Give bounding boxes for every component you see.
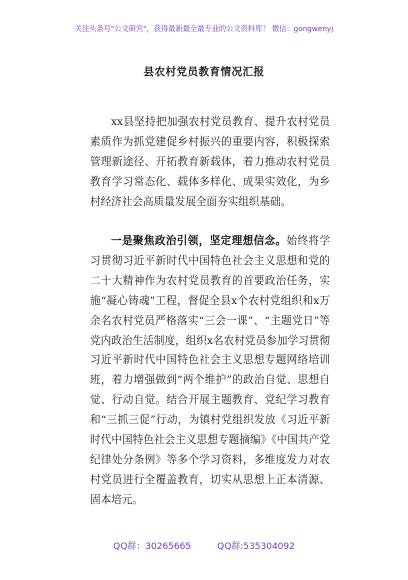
header-banner: 关注头条号"公文研究"，获得最新最全最专业的公文资料库！ 微信：gongwenyj [74, 24, 334, 33]
footer-qq-group-1: QQ群：30265665 [113, 542, 192, 552]
footer-qq-group-2: QQ群:535304092 [217, 542, 295, 552]
body-paragraph-2 [90, 232, 330, 511]
body-paragraph-1: xx县坚持把加强农村党员教育、提升农村党员素质作为抓党建促乡村振兴的重要内容，积极探索管理新途径、开拓教育新载体，着力推动农村党员教育学习常态化、载体多样化、成果实效化，为乡村经济社会高质量发展全面夯实组织基础。 [90, 116, 330, 208]
footer-contacts [0, 539, 408, 552]
document-title: 县农村党员教育情况汇报 [143, 66, 265, 78]
paragraph-lead-heading: 一是聚焦政治引领，坚定理想信念。 [111, 235, 287, 247]
paragraph-2-body: 始终将学习贯彻习近平新时代中国特色社会主义思想和党的二十大精神作为农村党员教育的首要政治任务，实施“凝心铸魂”工程，督促全县x个农村党组织和x万余名农村党员严格落实“三会一课”、“主题党日”等党内政治生活制度，组织x名农村党员参加学习贯彻习近平新时代中国特色社会主义思想专题网络培训班，着力增强做到“两个维护”的政治自觉、思想自觉、行动自觉。结合开展主题教育、党纪学习教育和“三抓三促”行动，为镇村党组织发放《习近平新时代中国特色社会主义思想专题摘编》《中国共产党纪律处分条例》等多个学习资料，多维度发力对农村党员进行全覆盖教育，切实从思想上正本清源、固本培元。 [90, 235, 330, 506]
